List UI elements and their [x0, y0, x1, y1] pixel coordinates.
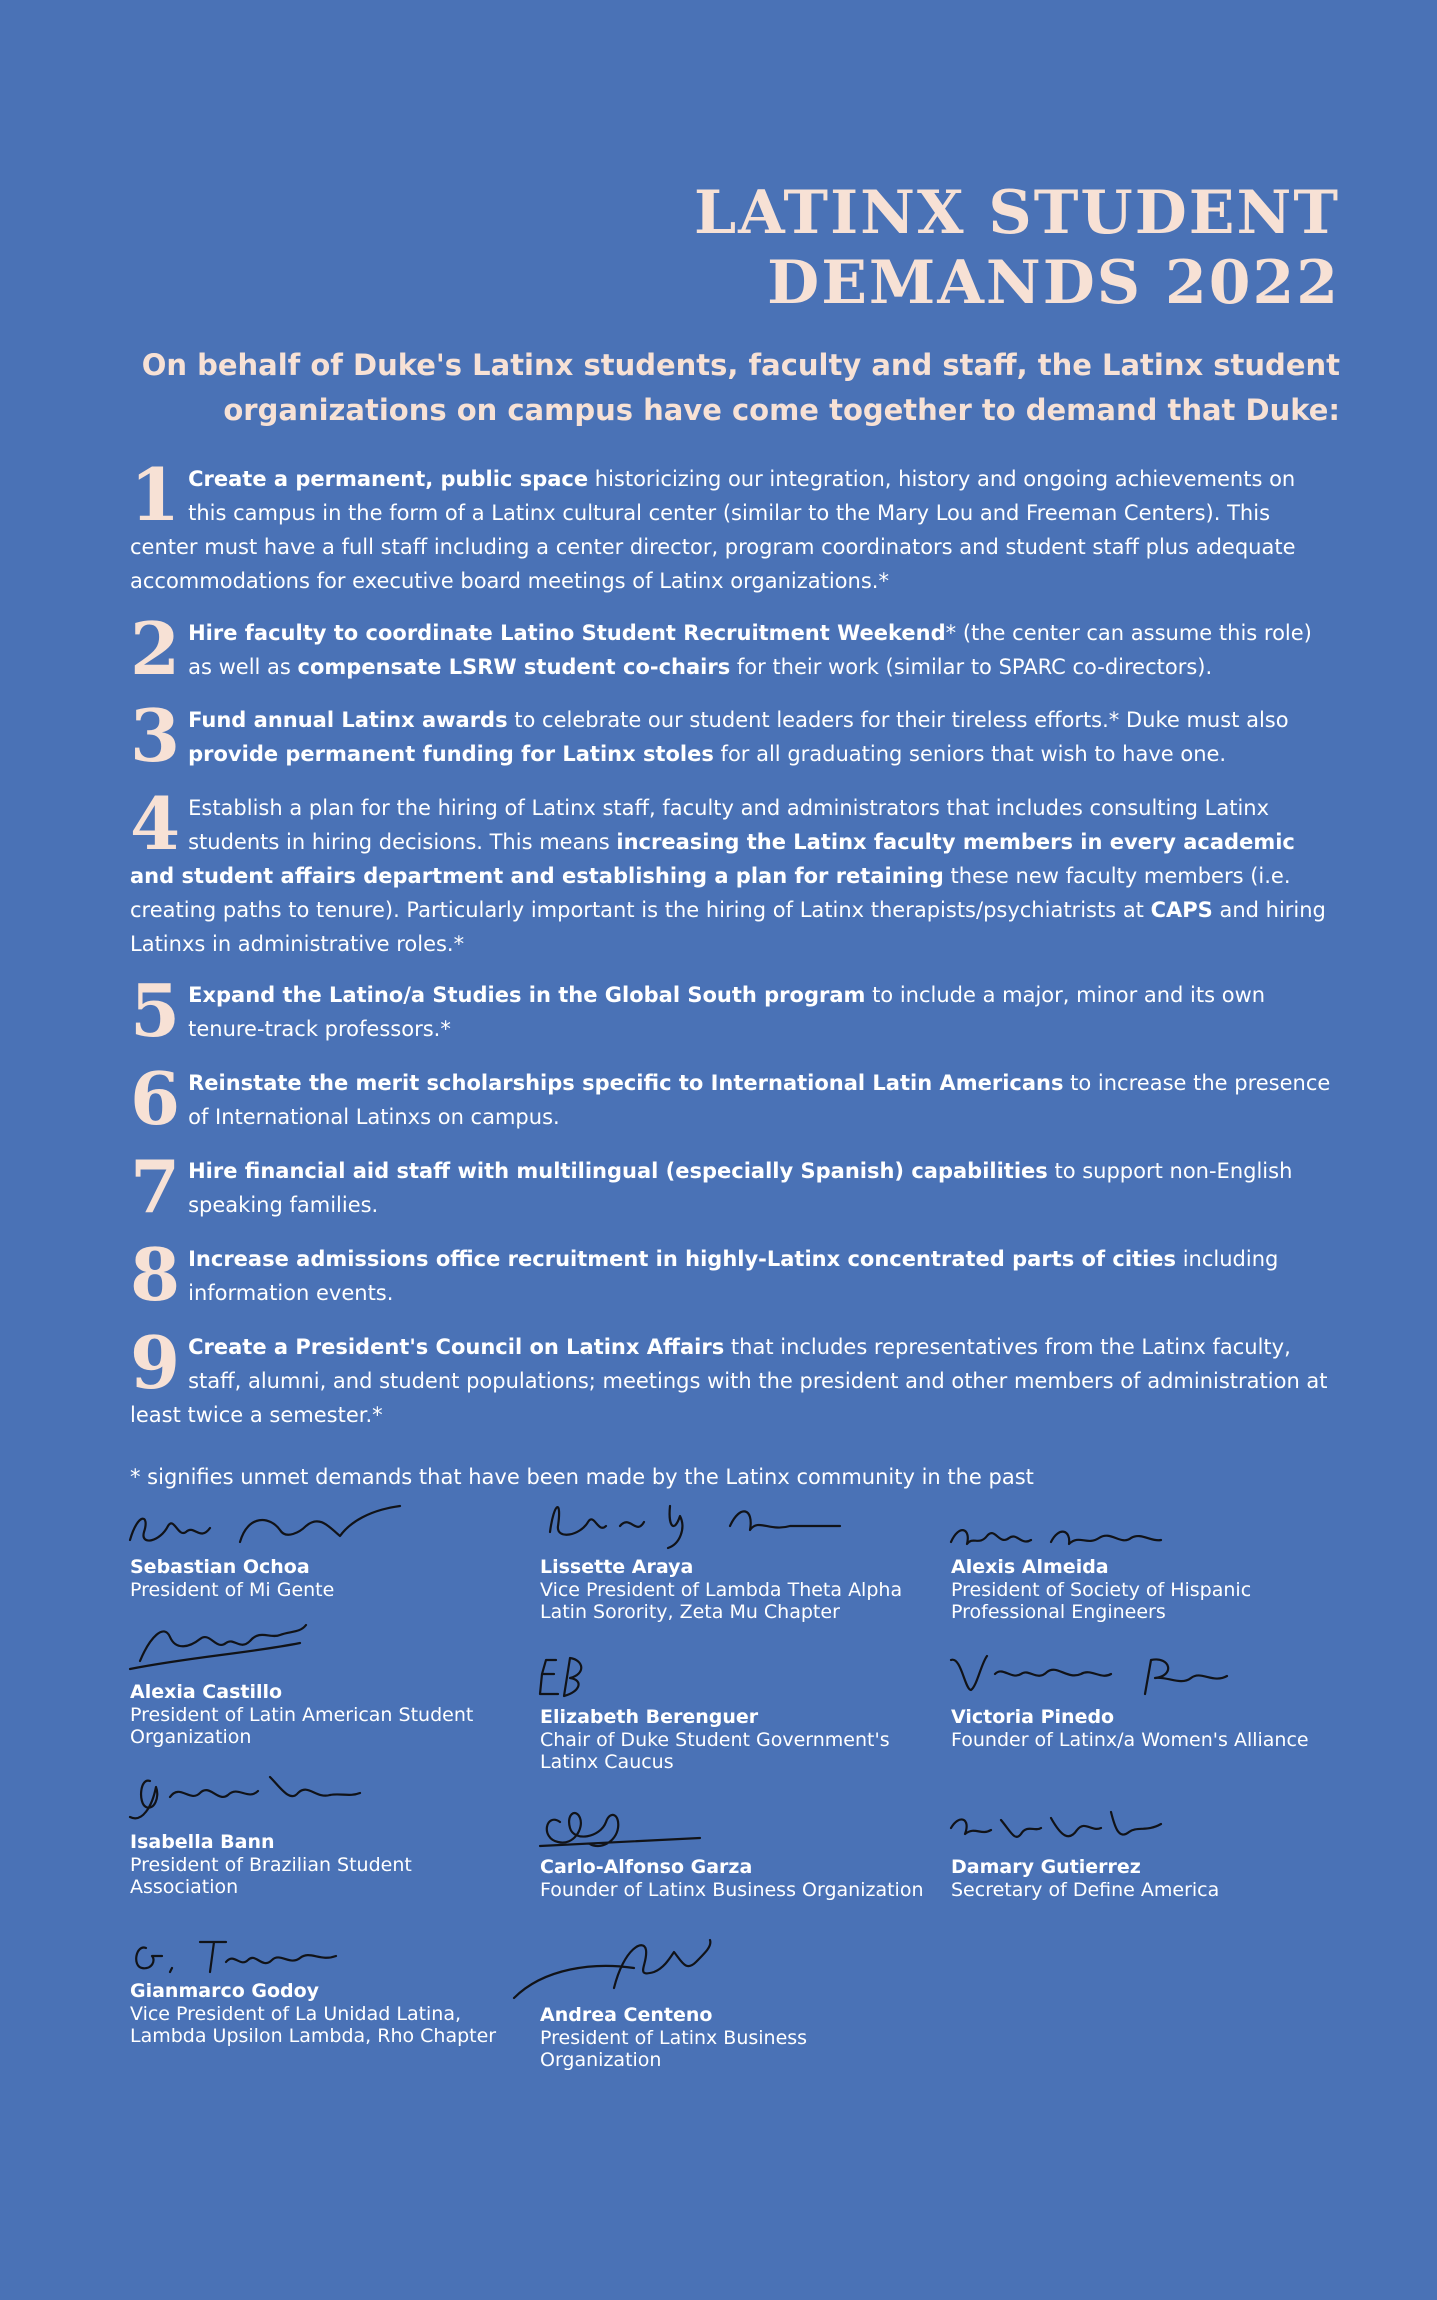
- handwritten-signature: [130, 1617, 360, 1677]
- demand-item: [130, 452, 1335, 598]
- demand-text: to increase the presence of International Latinxs on campus.: [188, 1071, 1331, 1129]
- signatory-name: Alexis Almeida: [951, 1556, 1109, 1578]
- signatory-name: Carlo-Alfonso Garza: [540, 1856, 753, 1878]
- demand-number: 4: [130, 781, 181, 866]
- handwritten-signature: [540, 1798, 700, 1852]
- signatory-role: President of Mi Gente: [130, 1578, 335, 1601]
- demand-emphasis: CAPS: [1150, 898, 1213, 922]
- demand-text: historicizing our integration, history and ongoing achievements on this campus in the form of a Latinx cultural center (similar to the Mary Lou and Freeman Centers). This center must have a full staff including a center director, program coordinators and student staff plus adequate accommodations for executive board meetings of Latinx organizations.*: [130, 467, 1296, 593]
- handwritten-signature: [130, 1767, 370, 1827]
- handwritten-signature: [540, 1652, 620, 1702]
- signatory-role: Founder of Latinx Business Organization: [540, 1878, 924, 1901]
- demand-number: 2: [130, 606, 181, 691]
- handwritten-signature: [951, 1646, 1231, 1702]
- demand-number: 8: [130, 1232, 181, 1317]
- demand-emphasis: Hire financial aid staff with multilingual (especially Spanish) capabilities: [188, 1159, 1048, 1183]
- signatory-block: [130, 1681, 520, 1749]
- handwritten-signature: [540, 1496, 840, 1552]
- signatory-block: [951, 1856, 1341, 1901]
- signatory-name: Elizabeth Berenguer: [540, 1706, 759, 1728]
- demand-item: [130, 1232, 1335, 1317]
- demand-number: 5: [130, 968, 181, 1053]
- demand-item: [130, 1056, 1335, 1141]
- signatory-role: Chair of Duke Student Government's Latinx Caucus: [540, 1728, 890, 1773]
- demand-text: and hiring Latinxs in administrative roles.*: [130, 898, 1326, 956]
- signatory-role: Vice President of Lambda Theta Alpha Latin Sorority, Zeta Mu Chapter: [540, 1578, 903, 1623]
- demand-emphasis: increasing the Latinx faculty members in every academic and student affairs department and establishing a plan for retaining: [130, 830, 1295, 888]
- demand-number: 7: [130, 1144, 181, 1229]
- demand-number: 6: [130, 1056, 181, 1141]
- demand-number: 3: [130, 693, 181, 778]
- signatory-block: [951, 1706, 1341, 1751]
- demand-emphasis: Hire faculty to coordinate Latino Student Recruitment Weekend: [188, 621, 946, 645]
- signatory-role: President of Brazilian Student Association: [130, 1853, 412, 1898]
- page-title: [694, 178, 1340, 318]
- title-line-1: LATINX STUDENT: [693, 178, 1340, 248]
- handwritten-signature: [951, 1512, 1231, 1552]
- signatory-role: Secretary of Define America: [951, 1878, 1220, 1901]
- demand-emphasis: Create a permanent, public space: [188, 467, 589, 491]
- signatory-block: [130, 1831, 520, 1899]
- signatory-name: Alexia Castillo: [130, 1681, 283, 1703]
- demand-number: 1: [130, 452, 181, 537]
- demand-item: [130, 968, 1335, 1053]
- demand-item: [130, 693, 1335, 778]
- demand-emphasis: compensate LSRW student co-chairs: [297, 655, 731, 679]
- signatory-name: Damary Gutierrez: [951, 1856, 1141, 1878]
- demand-item: [130, 606, 1335, 691]
- demand-number: 9: [130, 1320, 181, 1405]
- demand-text: for their work (similar to SPARC co-directors).: [730, 655, 1213, 679]
- signatory-role: President of Latin American Student Organization: [130, 1703, 474, 1748]
- signatory-block: [540, 1856, 930, 1901]
- signatory-block: [540, 1556, 930, 1624]
- signatory-name: Andrea Centeno: [540, 2004, 713, 2026]
- demand-text: for all graduating seniors that wish to have one.: [713, 742, 1227, 766]
- demand-text: these new faculty members (i.e. creating paths to tenure). Particularly important is the hiring of Latinx therapists/psychiatrists at: [130, 864, 1291, 922]
- demand-text: * (the center can assume this role) as well as: [188, 621, 1312, 679]
- handwritten-signature: [130, 1502, 402, 1552]
- signatory-block: [540, 2004, 930, 2072]
- title-line-2: DEMANDS 2022: [767, 248, 1340, 318]
- signatory-name: Victoria Pinedo: [951, 1706, 1115, 1728]
- signatory-role: Founder of Latinx/a Women's Alliance: [951, 1728, 1309, 1751]
- signatory-block: [130, 1556, 520, 1601]
- demand-text: to include a major, minor and its own tenure-track professors.*: [188, 983, 1266, 1041]
- signatory-name: Lissette Araya: [540, 1556, 694, 1578]
- demand-item: [130, 781, 1335, 961]
- handwritten-signature: [514, 1938, 714, 2000]
- signatory-role: President of Society of Hispanic Professional Engineers: [951, 1578, 1252, 1623]
- signatory-block: [540, 1706, 930, 1774]
- signatory-role: President of Latinx Business Organization: [540, 2026, 808, 2071]
- demand-emphasis: Reinstate the merit scholarships specific to International Latin Americans: [188, 1071, 1064, 1095]
- intro-paragraph: On behalf of Duke's Latinx students, faculty and staff, the Latinx student organizations on campus have come together to demand that Duke:: [141, 348, 1340, 427]
- signatory-name: Gianmarco Godoy: [130, 1980, 320, 2002]
- footnote: * signifies unmet demands that have been made by the Latinx community in the past: [130, 1465, 1034, 1489]
- signatory-block: [130, 1980, 520, 2048]
- demand-text: including information events.: [188, 1247, 1279, 1305]
- signatory-name: Sebastian Ochoa: [130, 1556, 310, 1578]
- demand-item: [130, 1144, 1335, 1229]
- demand-emphasis: Increase admissions office recruitment in highly-Latinx concentrated parts of cities: [188, 1247, 1177, 1271]
- signatory-name: Isabella Bann: [130, 1831, 275, 1853]
- demand-emphasis: Expand the Latino/a Studies in the Global South program: [188, 983, 866, 1007]
- demand-emphasis: Create a President's Council on Latinx Affairs: [188, 1335, 725, 1359]
- demand-text: that includes representatives from the Latinx faculty, staff, alumni, and student populations; meetings with the president and other members of administration at least twice a semester.*: [130, 1335, 1328, 1427]
- demand-item: [130, 1320, 1335, 1432]
- demand-emphasis: Fund annual Latinx awards: [188, 708, 508, 732]
- demand-emphasis: provide permanent funding for Latinx stoles: [188, 742, 714, 766]
- signatory-role: Vice President of La Unidad Latina, Lambda Upsilon Lambda, Rho Chapter: [130, 2002, 497, 2047]
- demand-text: to celebrate our student leaders for their tireless efforts.* Duke must also: [507, 708, 1289, 732]
- demand-text: to support non-English speaking families.: [188, 1159, 1293, 1217]
- demand-text: Establish a plan for the hiring of Latinx staff, faculty and administrators that includes consulting Latinx students in hiring decisions. This means: [188, 796, 1270, 854]
- signatory-block: [951, 1556, 1341, 1624]
- handwritten-signature: [130, 1932, 340, 1976]
- handwritten-signature: [951, 1802, 1171, 1852]
